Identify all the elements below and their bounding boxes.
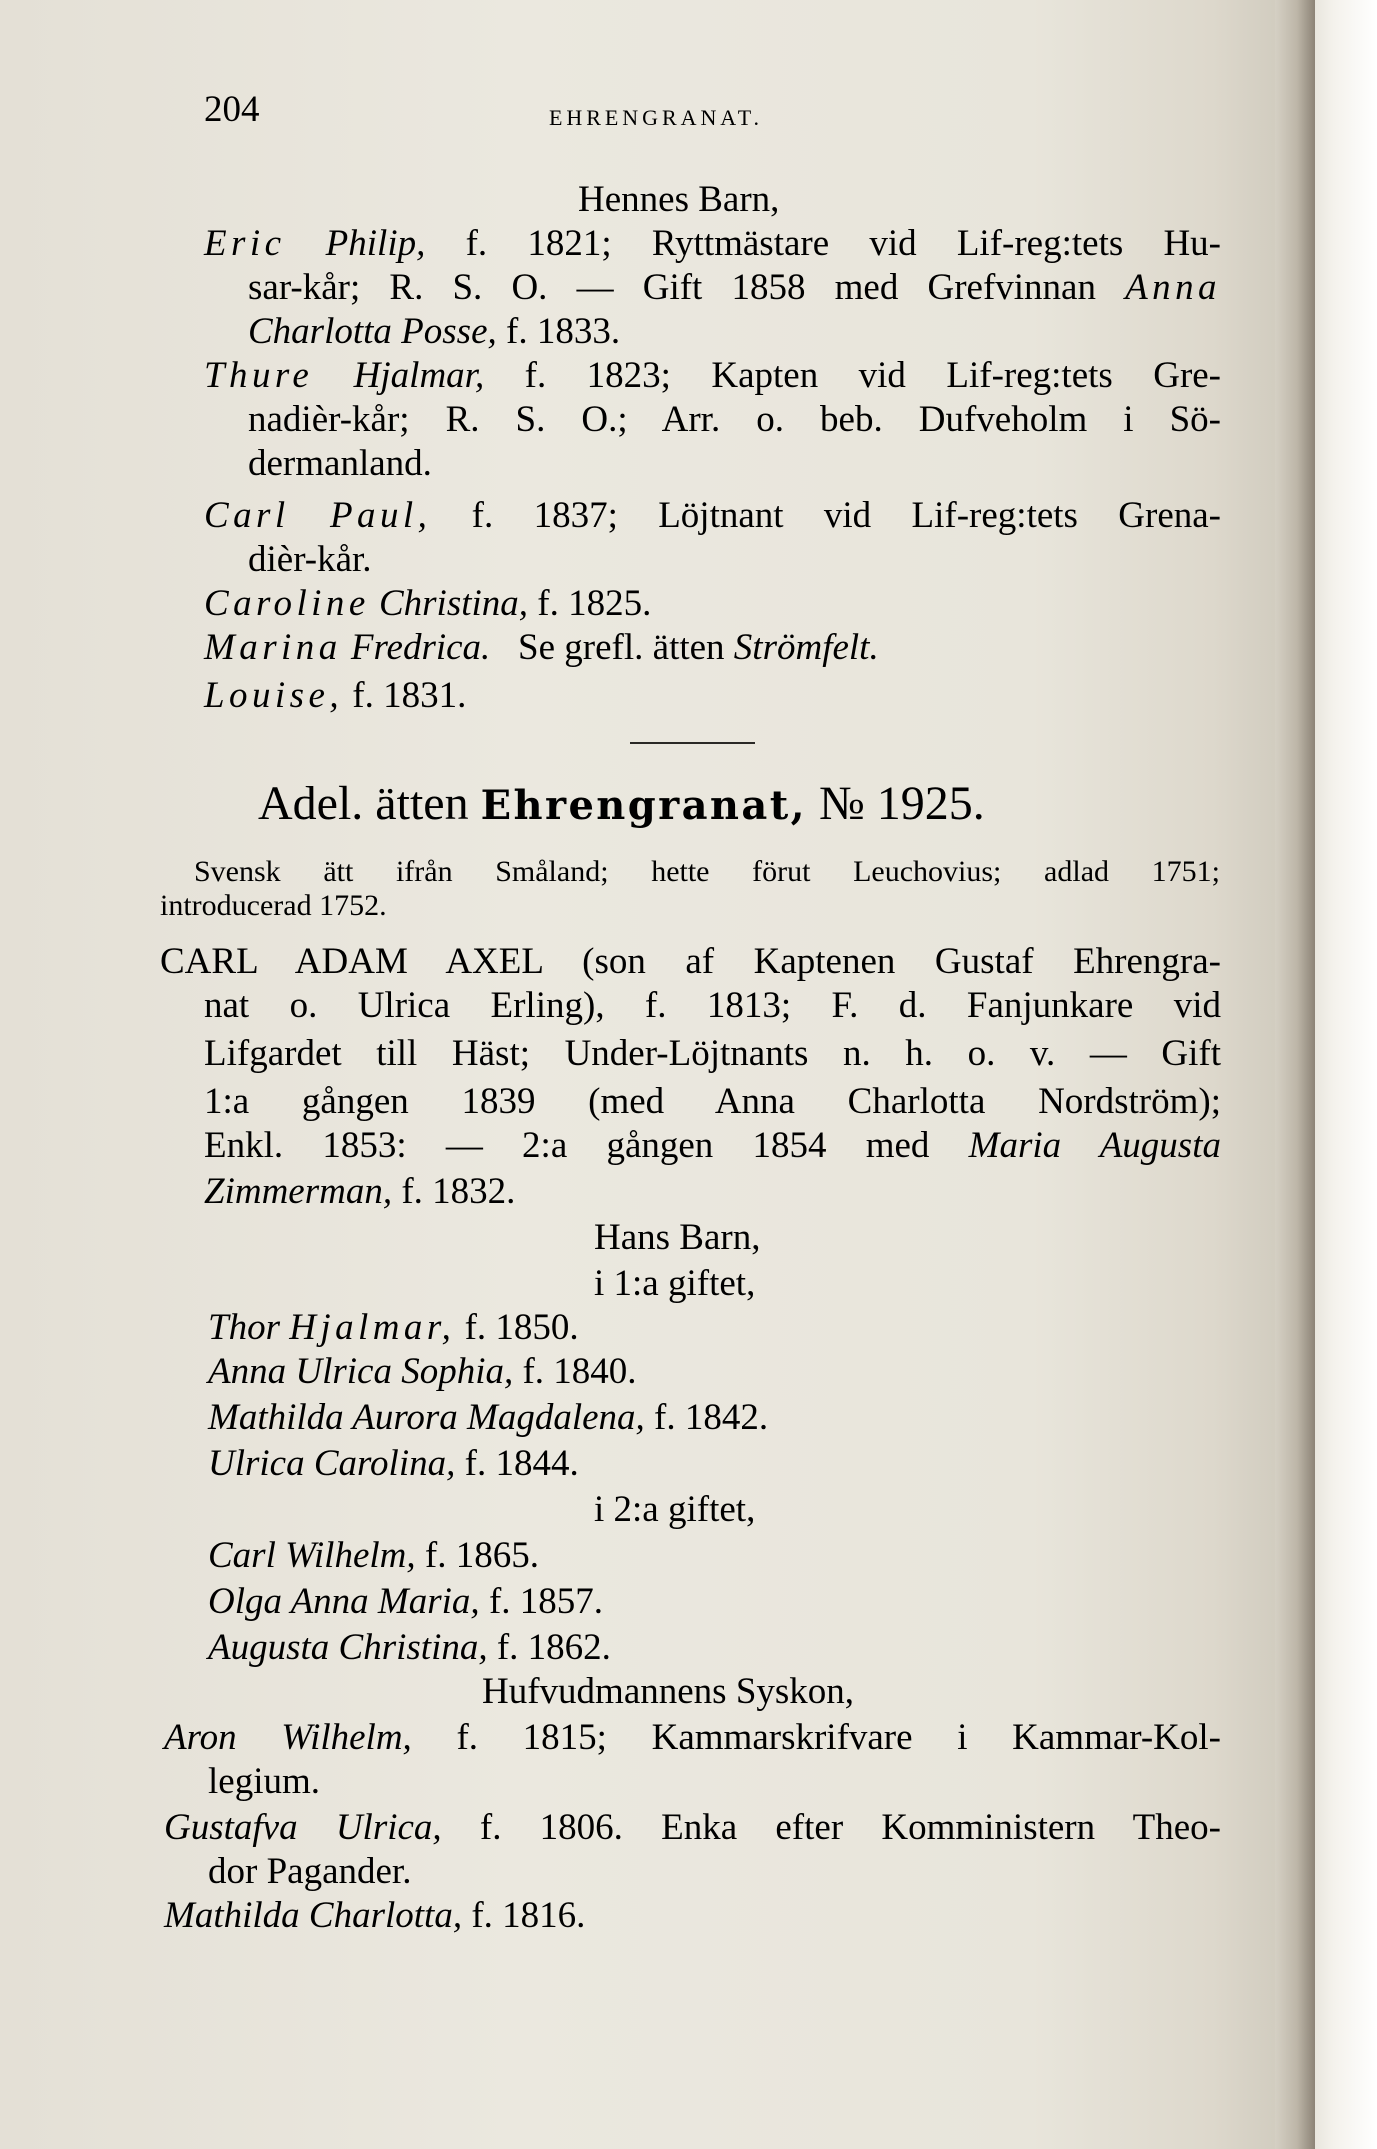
head-entry-line: nat o. Ulrica Erling), f. 1813; F. d. Fanjunkare vid [204,985,1221,1026]
entry-line: nadièr-kår; R. S. O.; Arr. o. beb. Dufveholm i Sö- [248,399,1221,440]
child-entry: Augusta Christina, f. 1862. [208,1627,611,1668]
siblings-heading: Hufvudmannens Syskon, [482,1671,855,1712]
child-entry: Anna Ulrica Sophia, f. 1840. [208,1351,637,1392]
children-heading-2: Hans Barn, [594,1217,761,1258]
family-intro: introducerad 1752. [160,889,387,922]
head-entry-line: 1:a gången 1839 (med Anna Charlotta Nordström); [204,1081,1221,1122]
child-entry: Mathilda Aurora Magdalena, f. 1842. [208,1397,769,1438]
head-entry-line: Lifgardet till Häst; Under-Löjtnants n. h. o. v. — Gift [204,1033,1221,1074]
entry-line: Marina Fredrica. Se grefl. ätten Strömfelt. [204,627,879,668]
sibling-entry: legium. [208,1761,321,1802]
entry-line: Eric Philip, f. 1821; Ryttmästare vid Lif-reg:tets Hu- [204,223,1221,264]
entry-line: dermanland. [248,443,432,484]
page-number: 204 [204,89,260,130]
entry-line: Thure Hjalmar, f. 1823; Kapten vid Lif-reg:tets Gre- [204,355,1222,396]
entry-line: Carl Paul, f. 1837; Löjtnant vid Lif-reg:tets Grena- [204,495,1221,536]
entry-line: dièr-kår. [248,539,372,580]
head-entry-line: Zimmerman, f. 1832. [204,1171,516,1212]
sibling-entry: Gustafva Ulrica, f. 1806. Enka efter Komministern Theo- [164,1807,1222,1848]
entry-line: Charlotta Posse, f. 1833. [248,311,621,352]
head-entry-line: Enkl. 1853: — 2:a gången 1854 med Maria Augusta [204,1125,1221,1166]
entry-line: sar-kår; R. S. O. — Gift 1858 med Grefvinnan Anna [248,267,1222,308]
sibling-entry: Aron Wilhelm, f. 1815; Kammarskrifvare i Kammar-Kol- [164,1717,1221,1758]
running-title: EHRENGRANAT. [549,105,763,130]
section-rule [630,742,755,744]
head-entry-line: CARL ADAM AXEL (son af Kaptenen Gustaf Ehrengra- [160,941,1221,982]
child-entry: Ulrica Carolina, f. 1844. [208,1443,579,1484]
family-intro: Svensk ätt ifrån Småland; hette förut Leuchovius; adlad 1751; [194,855,1220,888]
family-title: Adel. ätten Ehrengranat, № 1925. [258,777,985,830]
entry-line: Louise, f. 1831. [204,675,467,716]
child-entry: Carl Wilhelm, f. 1865. [208,1535,539,1576]
child-entry: Olga Anna Maria, f. 1857. [208,1581,604,1622]
child-entry: Thor Hjalmar, f. 1850. [208,1307,579,1348]
sibling-entry: dor Pagander. [208,1851,412,1892]
marriage-heading: i 1:a giftet, [594,1263,756,1304]
scan-background [1315,0,1377,2149]
entry-line: Caroline Christina, f. 1825. [204,583,652,624]
marriage-heading: i 2:a giftet, [594,1489,756,1530]
sibling-entry: Mathilda Charlotta, f. 1816. [164,1895,586,1936]
children-heading-1: Hennes Barn, [578,179,780,220]
